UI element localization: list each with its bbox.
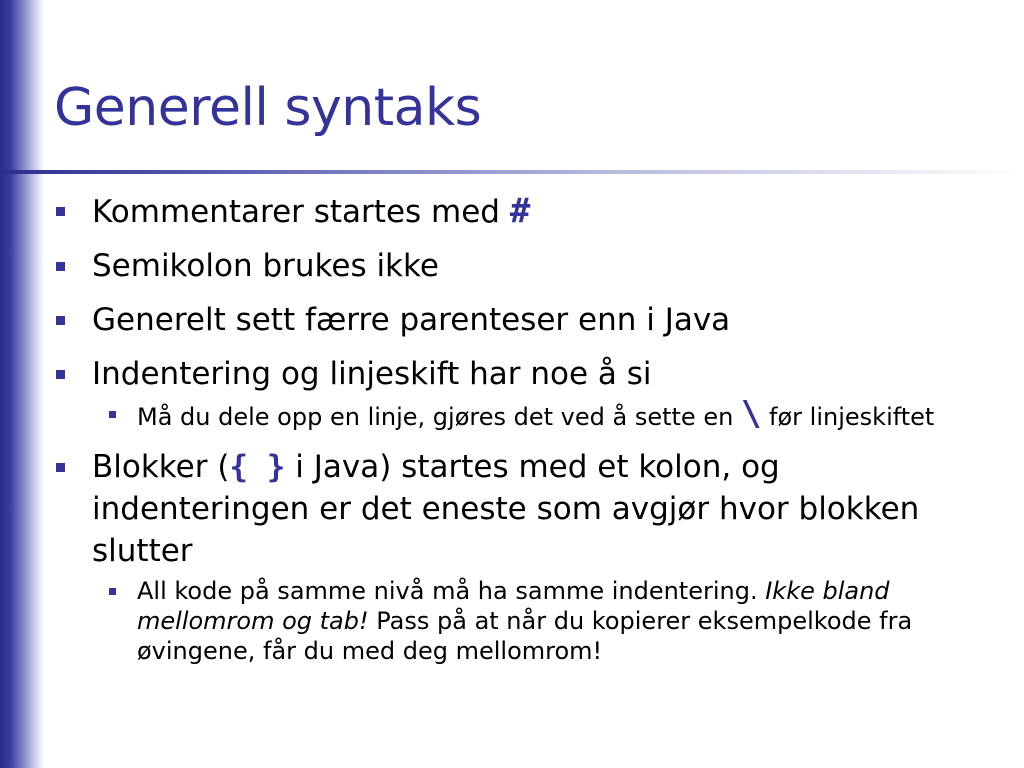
- sub-bullet-italic: Ikke bland mellomrom og tab!: [137, 577, 890, 635]
- bullet-item: [0, 245, 1024, 287]
- square-bullet-icon: [56, 207, 65, 216]
- sub-bullet-text-before: All kode på samme nivå må ha samme indentering.: [137, 577, 766, 605]
- bullet-item: [0, 353, 1024, 395]
- square-bullet-icon: [56, 262, 65, 271]
- square-bullet-icon: [109, 588, 116, 595]
- code-braces: { }: [229, 449, 286, 485]
- title-divider: [0, 170, 1024, 174]
- square-bullet-icon: [109, 411, 116, 418]
- square-bullet-icon: [56, 463, 65, 472]
- square-bullet-icon: [56, 316, 65, 325]
- sub-bullet-text-after: Pass på at når du kopierer eksempelkode fra øvingene, får du med deg mellomrom!: [137, 607, 913, 665]
- code-hash: #: [509, 191, 531, 231]
- bullet-item: [0, 299, 1024, 341]
- slide-title: Generell syntaks: [54, 78, 482, 138]
- bullet-text: Semikolon brukes ikke: [92, 248, 439, 284]
- code-backslash: \: [740, 394, 762, 434]
- bullet-text: Generelt sett færre parenteser enn i Java: [92, 302, 731, 338]
- sub-bullet-item: [0, 394, 1024, 434]
- bullet-text: Indentering og linjeskift har noe å si: [92, 356, 652, 392]
- bullet-text-before: Blokker (: [92, 449, 230, 485]
- bullet-text-after: i Java) startes med et kolon, og indenteringen er det eneste som avgjør hvor blokken slutter: [92, 449, 920, 569]
- bullet-item: [0, 190, 1024, 233]
- bullet-text: Kommentarer startes med: [92, 194, 510, 230]
- sub-bullet-item: [0, 576, 1024, 666]
- bullet-list: [0, 190, 1024, 680]
- sub-bullet-text-before: Må du dele opp en linje, gjøres det ved å sette en: [137, 403, 741, 431]
- sub-bullet-text-after: før linjeskiftet: [761, 403, 935, 431]
- square-bullet-icon: [56, 370, 65, 379]
- bullet-item: [0, 446, 1024, 572]
